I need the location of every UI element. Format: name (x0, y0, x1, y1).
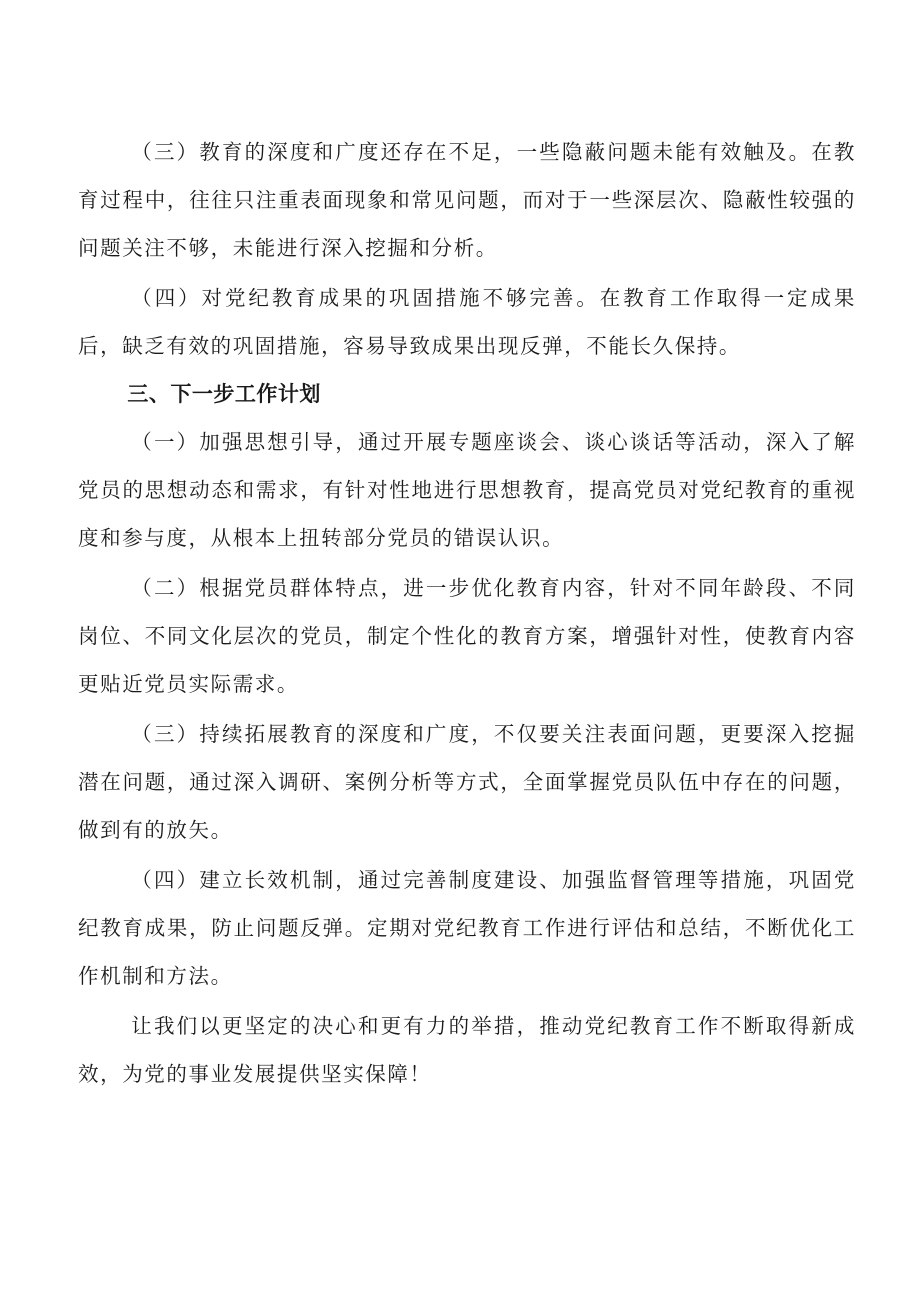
paragraph-plan-1: （一）加强思想引导，通过开展专题座谈会、谈心谈话等活动，深入了解党员的思想动态和需求，有针对性地进行思想教育，提高党员对党纪教育的重视度和参与度，从根本上扭转部分党员的错误认识。 (78, 430, 856, 550)
paragraph-problem-4: （四）对党纪教育成果的巩固措施不够完善。在教育工作取得一定成果后，缺乏有效的巩固措施，容易导致成果出现反弹，不能长久保持。 (78, 286, 856, 358)
closing-paragraph: 让我们以更坚定的决心和更有力的举措，推动党纪教育工作不断取得新成效，为党的事业发展提供坚实保障！ (78, 1014, 856, 1086)
section-heading-next-steps: 三、下一步工作计划 (127, 382, 321, 406)
paragraph-plan-2: （二）根据党员群体特点，进一步优化教育内容，针对不同年龄段、不同岗位、不同文化层次的党员，制定个性化的教育方案，增强针对性，使教育内容更贴近党员实际需求。 (78, 576, 856, 696)
paragraph-plan-4: （四）建立长效机制，通过完善制度建设、加强监督管理等措施，巩固党纪教育成果，防止问题反弹。定期对党纪教育工作进行评估和总结，不断优化工作机制和方法。 (78, 868, 856, 988)
paragraph-problem-3: （三）教育的深度和广度还存在不足，一些隐蔽问题未能有效触及。在教育过程中，往往只注重表面现象和常见问题，而对于一些深层次、隐蔽性较强的问题关注不够，未能进行深入挖掘和分析。 (78, 140, 856, 260)
paragraph-plan-3: （三）持续拓展教育的深度和广度，不仅要关注表面问题，更要深入挖掘潜在问题，通过深入调研、案例分析等方式，全面掌握党员队伍中存在的问题，做到有的放矢。 (78, 722, 856, 842)
